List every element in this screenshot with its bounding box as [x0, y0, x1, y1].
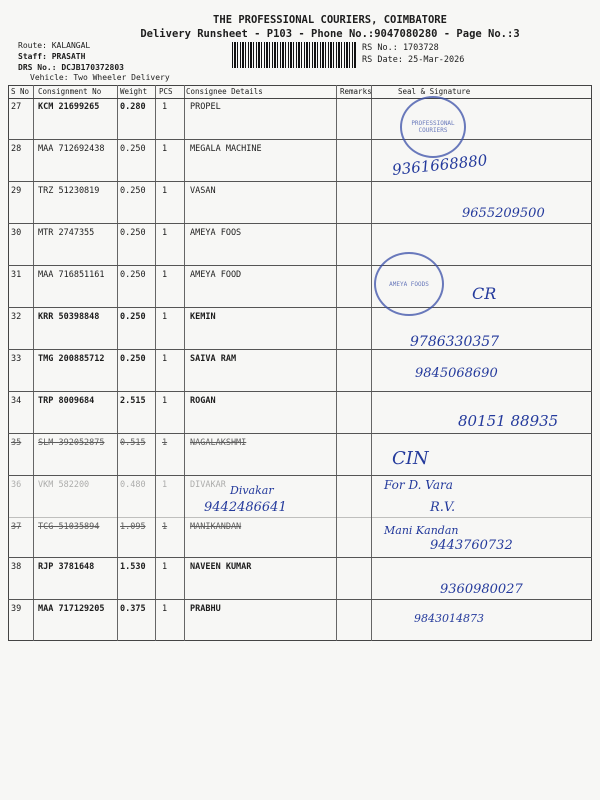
col-pcs: PCS	[159, 87, 173, 96]
table-row	[8, 224, 592, 266]
table-header	[8, 85, 592, 99]
row-weight: 0.250	[120, 312, 146, 322]
row-consignment: MAA 716851161	[38, 270, 105, 280]
row-weight: 2.515	[120, 396, 146, 406]
row-consignment: VKM 582200	[38, 480, 90, 490]
row-weight: 0.250	[120, 354, 146, 364]
row-pcs: 1	[162, 604, 168, 614]
row-consignee: MANIKANDAN	[190, 522, 242, 532]
courier-stamp: PROFESSIONAL COURIERS	[400, 96, 466, 158]
table-row	[8, 476, 592, 518]
row-weight: 0.280	[120, 102, 146, 112]
table-row	[8, 140, 592, 182]
row-consignment: TMG 200885712	[38, 354, 105, 364]
row-weight: 0.250	[120, 186, 146, 196]
row-weight: 1.530	[120, 562, 146, 572]
row-consignee: AMEYA FOOS	[190, 228, 242, 238]
row-consignment: RJP 3781648	[38, 562, 95, 572]
table-row	[8, 308, 592, 350]
row-pcs: 1	[162, 354, 168, 364]
vehicle-label: Vehicle: Two Wheeler Delivery	[30, 73, 170, 82]
handwritten-signature: CR	[472, 284, 497, 303]
company-title: THE PROFESSIONAL COURIERS, COIMBATORE	[213, 14, 447, 26]
row-sno: 38	[11, 562, 22, 572]
row-weight: 0.375	[120, 604, 146, 614]
row-consignee: VASAN	[190, 186, 216, 196]
row-consignee: PROPEL	[190, 102, 221, 112]
handwritten-name: Divakar	[230, 484, 274, 497]
row-sno: 34	[11, 396, 22, 406]
row-consignee: MEGALA MACHINE	[190, 144, 262, 154]
row-consignment: TRP 8009684	[38, 396, 95, 406]
handwritten-phone: 9843014873	[414, 612, 484, 625]
table-row	[8, 98, 592, 140]
row-pcs: 1	[162, 480, 168, 490]
drs-number: DRS No.: DCJB170372803	[18, 63, 124, 72]
col-weight: Weight	[120, 87, 148, 96]
row-sno: 27	[11, 102, 22, 112]
row-consignment: MTR 2747355	[38, 228, 95, 238]
row-consignee: SAIVA RAM	[190, 354, 237, 364]
rs-date: RS Date: 25-Mar-2026	[362, 55, 465, 65]
handwritten-name: For D. Vara	[384, 478, 453, 492]
row-consignee: AMEYA FOOD	[190, 270, 242, 280]
row-consignment: TRZ 51230819	[38, 186, 100, 196]
row-pcs: 1	[162, 562, 168, 572]
col-seal: Seal & Signature	[398, 87, 471, 96]
staff-label: Staff: PRASATH	[18, 52, 86, 61]
row-pcs: 1	[162, 312, 168, 322]
handwritten-phone: 9443760732	[430, 538, 513, 553]
handwritten-phone: 9360980027	[440, 582, 523, 597]
row-pcs: 1	[162, 186, 168, 196]
rs-number: RS No.: 1703728	[362, 43, 439, 53]
row-consignment: MAA 717129205	[38, 604, 105, 614]
runsheet-subtitle: Delivery Runsheet - P103 - Phone No.:9047080280 - Page No.:3	[140, 28, 520, 40]
handwritten-signature: R.V.	[430, 500, 456, 515]
row-weight: 0.515	[120, 438, 146, 448]
row-consignee: NAVEEN KUMAR	[190, 562, 252, 572]
row-consignment: KCM 21699265	[38, 102, 100, 112]
handwritten-phone: 9786330357	[410, 334, 500, 350]
handwritten-name: Mani Kandan	[384, 524, 459, 537]
row-consignee: NAGALAKSHMI	[190, 438, 247, 448]
route-label: Route: KALANGAL	[18, 41, 91, 50]
row-weight: 0.480	[120, 480, 146, 490]
handwritten-phone: 9845068690	[415, 366, 498, 381]
col-sno: S No	[11, 87, 30, 96]
row-consignee: DIVAKAR	[190, 480, 226, 490]
handwritten-phone: 9442486641	[204, 500, 287, 515]
col-consignee: Consignee Details	[186, 87, 263, 96]
row-consignment: MAA 712692438	[38, 144, 105, 154]
table-row	[8, 350, 592, 392]
ameya-stamp: AMEYA FOODS	[374, 252, 444, 316]
table-row	[8, 600, 592, 641]
row-weight: 0.250	[120, 270, 146, 280]
row-sno: 28	[11, 144, 22, 154]
table-row	[8, 434, 592, 476]
row-sno: 30	[11, 228, 22, 238]
barcode	[232, 42, 356, 68]
row-consignee: ROGAN	[190, 396, 216, 406]
row-consignment: SLM 392052875	[38, 438, 105, 448]
row-sno: 35	[11, 438, 22, 448]
handwritten-phone: 9655209500	[462, 206, 545, 221]
row-sno: 33	[11, 354, 22, 364]
row-pcs: 1	[162, 522, 168, 532]
row-pcs: 1	[162, 438, 168, 448]
row-consignment: TCG 51035894	[38, 522, 100, 532]
handwritten-phone: 80151 88935	[458, 412, 559, 430]
row-consignment: KRR 50398848	[38, 312, 100, 322]
table-row	[8, 266, 592, 308]
row-consignee: PRABHU	[190, 604, 221, 614]
row-pcs: 1	[162, 270, 168, 280]
row-pcs: 1	[162, 228, 168, 238]
row-sno: 32	[11, 312, 22, 322]
row-sno: 31	[11, 270, 22, 280]
row-sno: 39	[11, 604, 22, 614]
row-consignee: KEMIN	[190, 312, 216, 322]
row-sno: 37	[11, 522, 22, 532]
handwritten-phone: 9361668880	[391, 151, 489, 179]
row-pcs: 1	[162, 396, 168, 406]
col-remarks: Remarks	[340, 87, 372, 96]
handwritten-signature: CIN	[392, 448, 429, 469]
row-sno: 36	[11, 480, 22, 490]
row-pcs: 1	[162, 144, 168, 154]
col-consignment: Consignment No	[38, 87, 102, 96]
row-pcs: 1	[162, 102, 168, 112]
row-weight: 0.250	[120, 228, 146, 238]
row-weight: 0.250	[120, 144, 146, 154]
row-weight: 1.095	[120, 522, 146, 532]
row-sno: 29	[11, 186, 22, 196]
